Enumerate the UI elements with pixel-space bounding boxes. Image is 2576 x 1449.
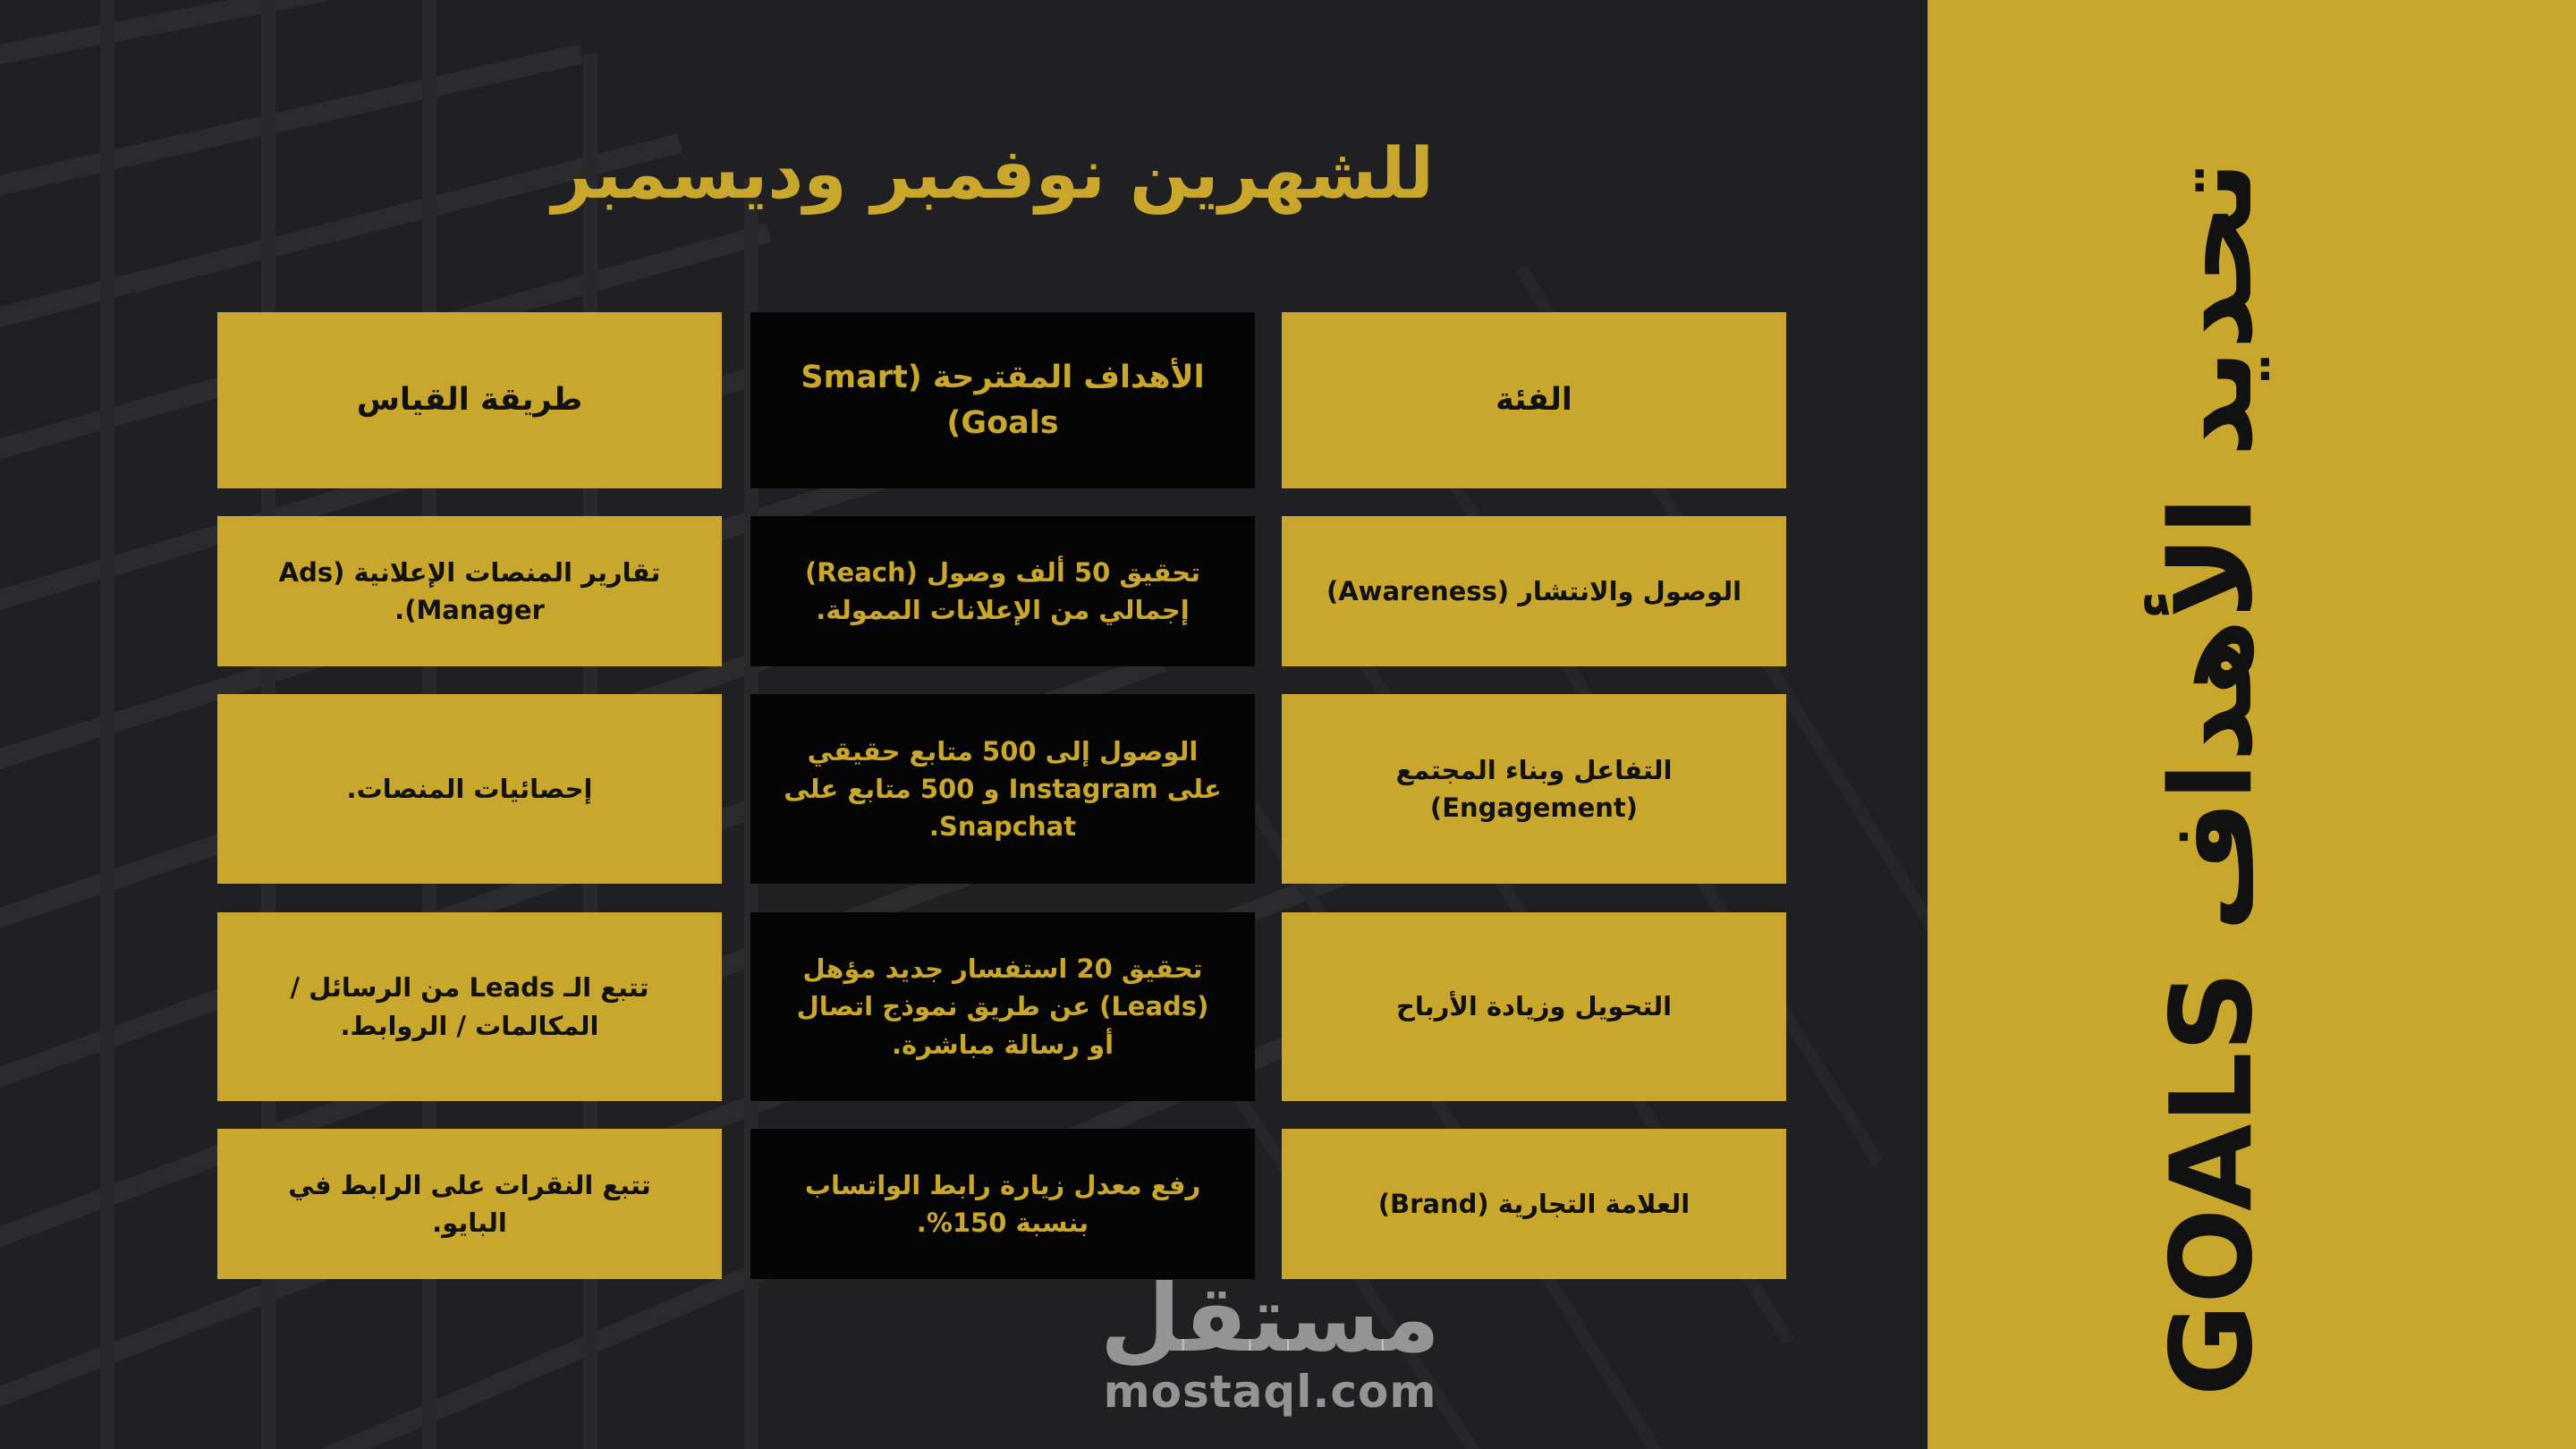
row-1-measurement: تقارير المنصات الإعلانية (Ads Manager).	[217, 516, 722, 666]
row-2-measurement: إحصائيات المنصات.	[217, 694, 722, 884]
slide-subtitle: للشهرين نوفمبر وديسمبر	[551, 134, 1435, 215]
row-4-measurement: تتبع النقرات على الرابط في البايو.	[217, 1129, 722, 1279]
row-4-category: العلامة التجارية (Brand)	[1282, 1129, 1786, 1279]
row-3-measurement: تتبع الـ Leads من الرسائل / المكالمات / الروابط.	[217, 912, 722, 1101]
row-3-goal: تحقيق 20 استفسار جديد مؤهل (Leads) عن طريق نموذج اتصال أو رسالة مباشرة.	[750, 912, 1255, 1101]
watermark-arabic: مستقل	[1099, 1264, 1441, 1373]
row-2-category: التفاعل وبناء المجتمع (Engagement)	[1282, 694, 1786, 884]
header-goals: الأهداف المقترحة (Smart Goals)	[750, 312, 1255, 488]
header-measurement: طريقة القياس	[217, 312, 722, 488]
row-1-goal: تحقيق 50 ألف وصول (Reach) إجمالي من الإعلانات الممولة.	[750, 516, 1255, 666]
row-2-goal: الوصول إلى 500 متابع حقيقي على Instagram و 500 متابع على Snapchat.	[750, 694, 1255, 884]
slide-title: تحديد الأهداف GOALS	[2146, 161, 2277, 1397]
row-4-goal: رفع معدل زيارة رابط الواتساب بنسبة 150%.	[750, 1129, 1255, 1279]
mostaql-watermark	[1029, 1264, 1512, 1419]
header-category: الفئة	[1282, 312, 1786, 488]
watermark-domain: mostaql.com	[1103, 1366, 1437, 1419]
row-3-category: التحويل وزيادة الأرباح	[1282, 912, 1786, 1101]
row-1-category: الوصول والانتشار (Awareness)	[1282, 516, 1786, 666]
